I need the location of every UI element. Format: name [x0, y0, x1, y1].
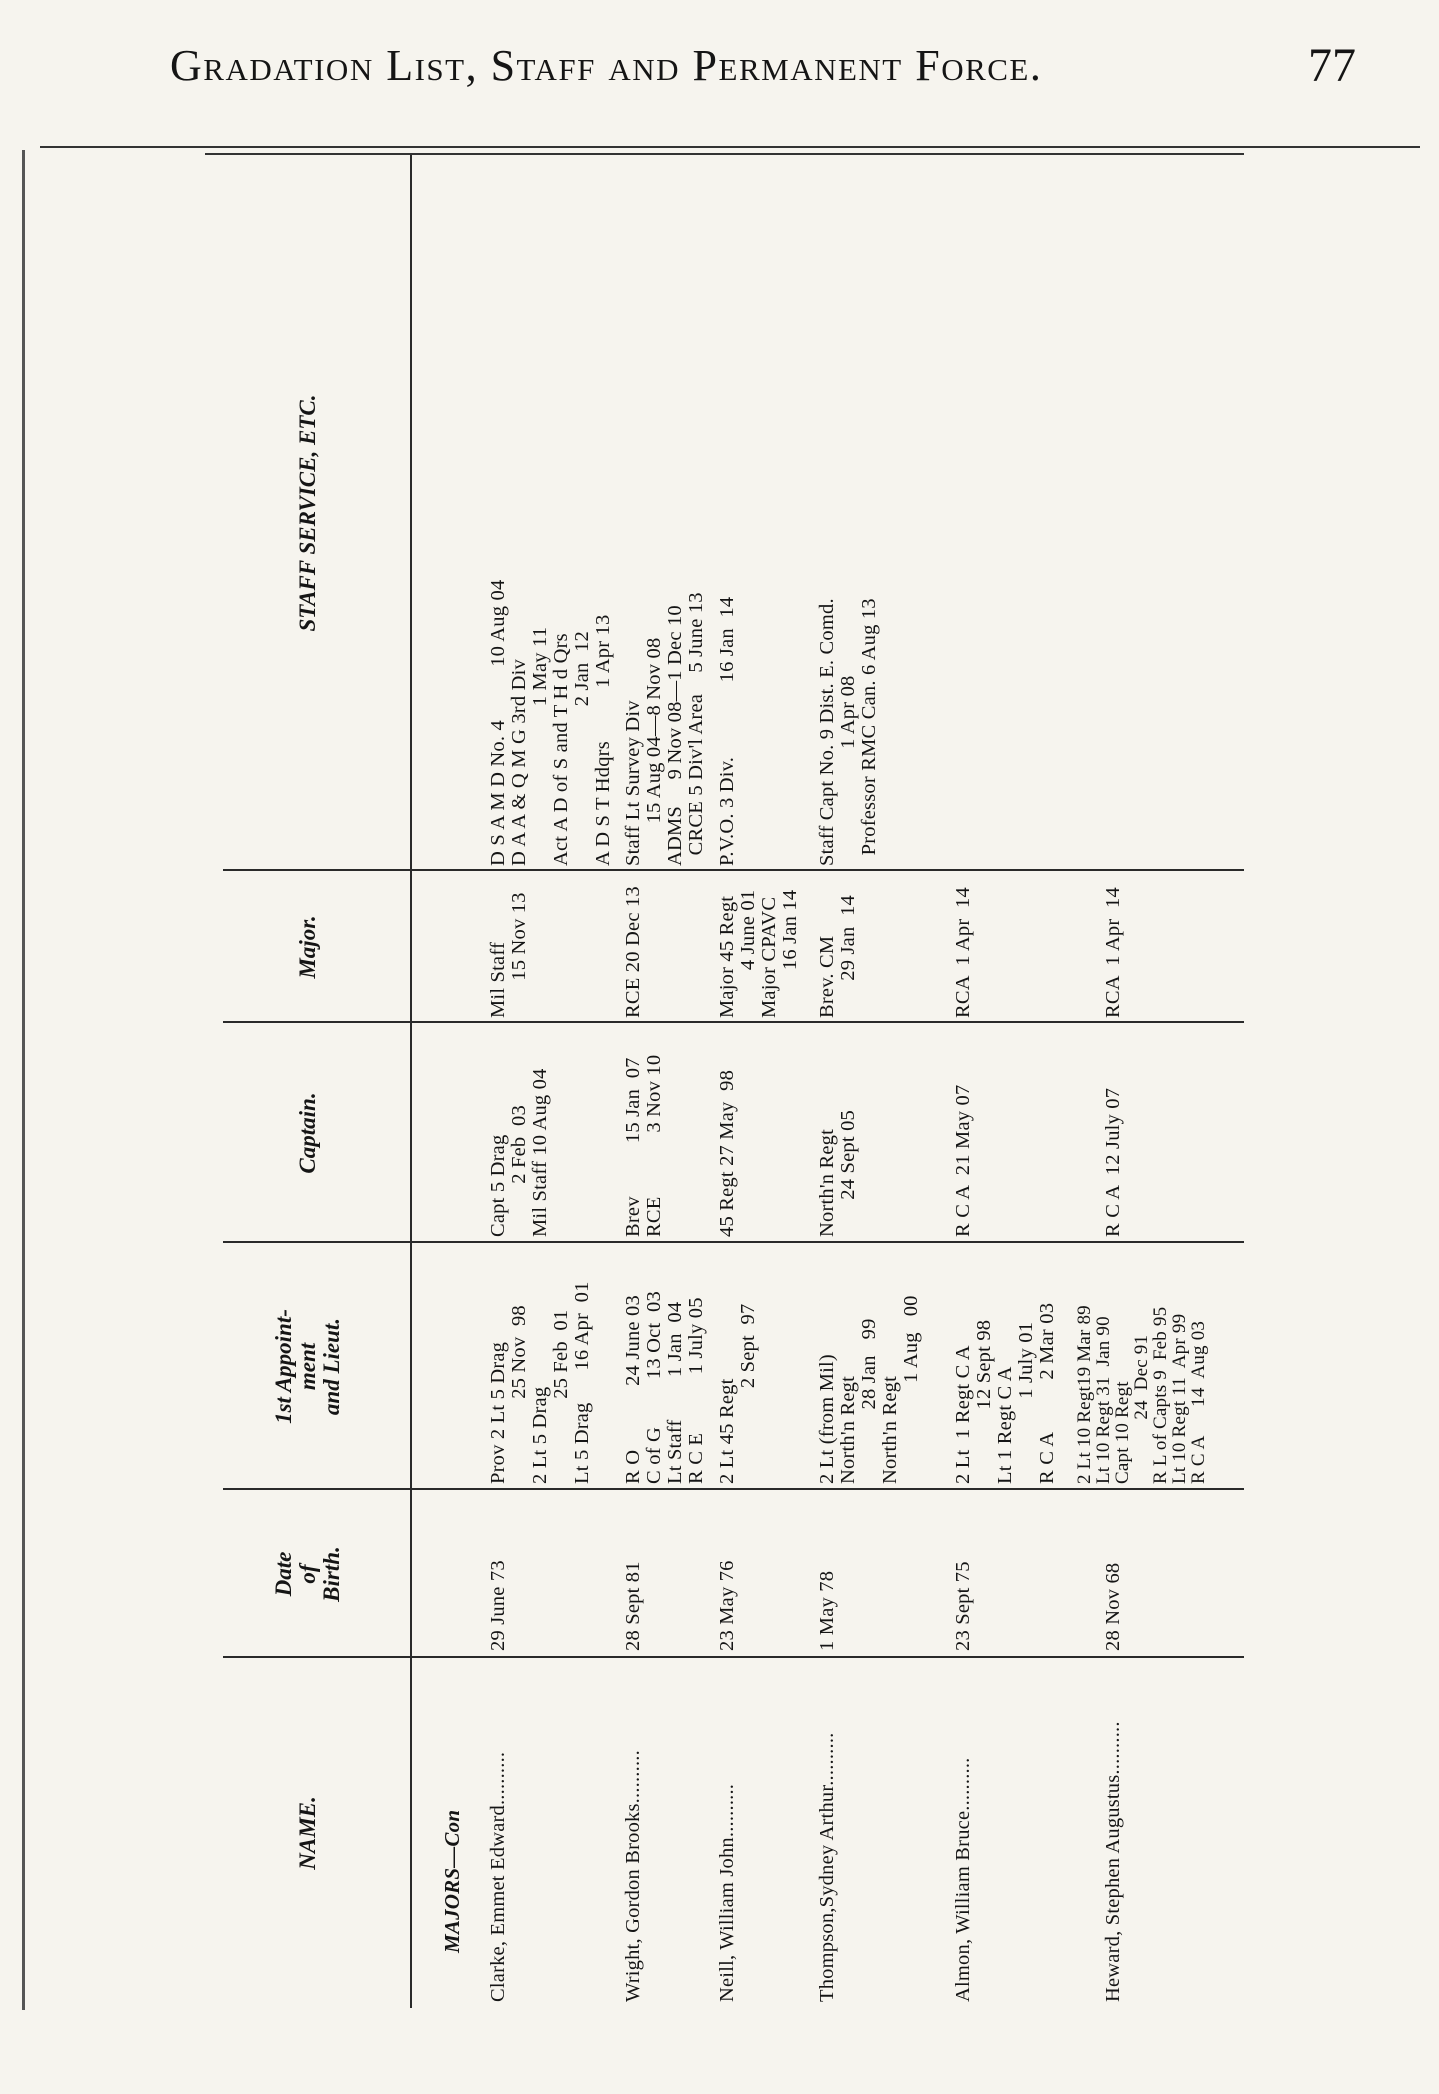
column-header-name — [205, 1658, 410, 2008]
row-1-name: Wright, Gordon Brooks.......... — [622, 1750, 644, 2002]
page-header — [0, 38, 1439, 108]
row-2-appt: 2 Lt 45 Regt 2 Sept 97 — [716, 1303, 759, 1484]
section-heading: MAJORS—Con — [440, 1809, 464, 1953]
column-header-name-text: NAME. — [294, 1796, 320, 1870]
column-header-staff — [205, 155, 410, 871]
row-2-name: Neill, William John.......... — [716, 1783, 738, 2002]
column-header-dob-text: Date of Birth. — [270, 1546, 344, 1602]
row-0-dob: 29 June 73 — [487, 1560, 509, 1651]
row-5-captain: R C A 12 July 07 — [1102, 1087, 1124, 1237]
column-header-captain — [205, 1023, 410, 1243]
header-rule — [410, 155, 412, 2008]
row-3-name: Thompson,Sydney Arthur.......... — [816, 1732, 838, 2002]
row-3-major: Brev. CM 29 Jan 14 — [816, 895, 859, 1018]
column-header-captain-text: Captain. — [294, 1092, 320, 1174]
row-2-major: Major 45 Regt 4 June 01 Major CPAVC 16 Jan 14 — [716, 889, 801, 1018]
column-header-first-appointment — [205, 1243, 410, 1490]
column-header-major — [205, 871, 410, 1023]
column-header-first-appointment-text: 1st Appoint- ment and Lieut. — [270, 1309, 344, 1424]
row-0-captain: Capt 5 Drag 2 Feb 03 Mil Staff 10 Aug 04 — [487, 1068, 551, 1237]
row-5-appt: 2 Lt 10 Regt19 Mar 89 Lt 10 Regt 31 Jan 90 Capt 10 Regt 24 Dec 91 R L of Capts 9 Feb 95 Lt 10 Regt 11 Apr 99 R C A 14 Aug 03 — [1074, 1305, 1209, 1484]
gradation-table — [205, 155, 1244, 2008]
row-0-name: Clarke, Emmet Edward.......... — [487, 1751, 509, 2002]
row-2-captain: 45 Regt 27 May 98 — [716, 1069, 738, 1237]
column-header-dob — [205, 1490, 410, 1658]
row-2-staff: P.V.O. 3 Div. 16 Jan 14 — [716, 596, 738, 866]
row-1-staff: Staff Lt Survey Div 15 Aug 04—8 Nov 08 ADMS 9 Nov 08—1 Dec 10 CRCE 5 Div'l Area 5 June 13 — [622, 592, 707, 866]
row-3-captain: North'n Regt 24 Sept 05 — [816, 1110, 859, 1237]
row-4-captain: R C A 21 May 07 — [952, 1084, 974, 1237]
row-4-name: Almon, William Bruce.......... — [952, 1757, 974, 2002]
row-1-appt: R O 24 June 03 C of G 13 Oct 03 Lt Staff 1 Jan 04 R C E 1 July 05 — [622, 1291, 707, 1484]
row-0-appt: Prov 2 Lt 5 Drag 25 Nov 98 2 Lt 5 Drag 25 Feb 01 Lt 5 Drag 16 Apr 01 — [487, 1281, 593, 1484]
page-title: Gradation List, Staff and Permanent Force. — [170, 41, 1043, 90]
row-3-appt: 2 Lt (from Mil) North'n Regt 28 Jan 99 North'n Regt 1 Aug 00 — [816, 1295, 922, 1484]
row-2-dob: 23 May 76 — [716, 1560, 738, 1651]
row-1-captain: Brev 15 Jan 07 RCE 3 Nov 10 — [622, 1054, 665, 1237]
page-number: 77 — [1308, 39, 1356, 92]
column-header-major-text: Major. — [294, 915, 320, 979]
table-right-edge — [205, 153, 1244, 155]
row-5-major: RCA 1 Apr 14 — [1102, 887, 1124, 1018]
column-header-staff-text: STAFF SERVICE, ETC. — [294, 394, 320, 632]
row-1-dob: 28 Sept 81 — [622, 1561, 644, 1651]
binding-edge — [22, 150, 25, 2010]
row-1-major: RCE 20 Dec 13 — [622, 886, 644, 1018]
row-3-dob: 1 May 78 — [816, 1570, 838, 1651]
row-5-dob: 28 Nov 68 — [1102, 1562, 1124, 1651]
row-4-dob: 23 Sept 75 — [952, 1561, 974, 1651]
row-4-major: RCA 1 Apr 14 — [952, 887, 974, 1018]
row-3-staff: Staff Capt No. 9 Dist. E. Comd. 1 Apr 08 Professor RMC Can. 6 Aug 13 — [816, 598, 880, 866]
row-0-staff: D S A M D No. 4 10 Aug 04 D A A & Q M G 3rd Div 1 May 11 Act A D of S and T H d Qrs 2 Jan 12 A D S T Hdqrs 1 Apr 13 — [487, 579, 614, 866]
row-4-appt: 2 Lt 1 Regt C A 12 Sept 98 Lt 1 Regt C A 1 July 01 R C A 2 Mar 03 — [952, 1302, 1058, 1484]
row-5-name: Heward, Stephen Augustus.......... — [1102, 1721, 1124, 2002]
top-rule — [40, 146, 1420, 148]
row-0-major: Mil Staff 15 Nov 13 — [487, 892, 530, 1018]
